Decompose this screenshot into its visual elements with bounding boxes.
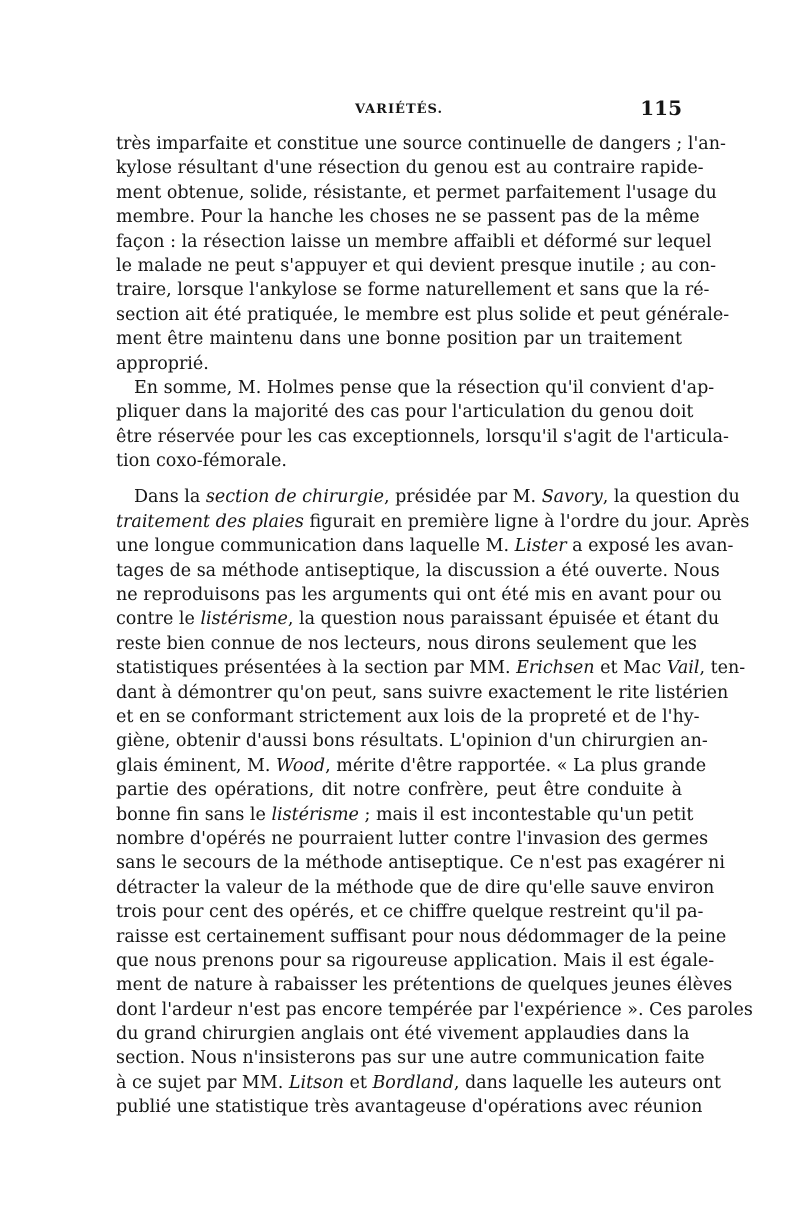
text-line [116, 1071, 722, 1095]
text-segment: que nous prenons pour sa rigoureuse application. Mais il est égale- [116, 950, 715, 971]
text-segment: ne reproduisons pas les arguments qui ont été mis en avant pour ou [116, 585, 722, 606]
text-line [116, 559, 720, 583]
text-segment: et [343, 1072, 373, 1093]
text-segment: du grand chirurgien anglais ont été vivement applaudies dans la [116, 1024, 690, 1045]
text-segment: traire, lorsque l'ankylose se forme naturellement et sans que la ré- [116, 280, 710, 301]
text-line [116, 485, 740, 509]
text-line [116, 778, 682, 802]
section-gap [116, 473, 682, 485]
text-segment: trois pour cent des opérés, et ce chiffre quelque restreint qu'il pa- [116, 902, 704, 923]
italic-text: Litson [288, 1072, 344, 1093]
text-segment: approprié. [116, 353, 209, 374]
text-segment: bonne fin sans le [116, 804, 272, 825]
text-line [116, 1022, 690, 1046]
text-segment: ment de nature à rabaisser les prétentions de quelques jeunes élèves [116, 975, 733, 996]
text-line [116, 376, 715, 400]
text-segment: , mérite d'être rapportée. « La plus grande [325, 755, 707, 776]
italic-text: Savory [541, 487, 603, 508]
text-line [116, 900, 704, 924]
text-segment: section. Nous n'insisterons pas sur une autre communication faite [116, 1048, 705, 1069]
text-segment: détracter la valeur de la méthode que de dire qu'elle sauve environ [116, 877, 715, 898]
text-segment: à ce sujet par MM. [116, 1072, 289, 1093]
italic-text: Erichsen [516, 658, 595, 679]
text-line [116, 876, 715, 900]
text-segment: , la question du [602, 487, 740, 508]
text-segment: être réservée pour les cas exceptionnels, lorsqu'il s'agit de l'articula- [116, 426, 729, 447]
text-line [116, 254, 717, 278]
text-segment: publié une statistique très avantageuse d'opérations avec réunion [116, 1097, 703, 1118]
page-body [116, 132, 753, 1120]
text-line [116, 352, 682, 376]
italic-text: listérisme [271, 804, 359, 825]
text-segment: pliquer dans la majorité des cas pour l'articulation du genou doit [116, 402, 694, 423]
text-segment: façon : la résection laisse un membre affaibli et déformé sur lequel [116, 231, 712, 252]
text-segment: section ait été pratiquée, le membre est plus solide et peut générale- [116, 304, 730, 325]
text-line [116, 510, 750, 534]
text-line [116, 449, 682, 473]
text-line [116, 583, 722, 607]
italic-text: traitement des plaies [116, 511, 304, 532]
text-segment: reste bien connue de nos lecteurs, nous dirons seulement que les [116, 633, 697, 654]
italic-text: section de chirurgie [205, 487, 384, 508]
text-line [116, 632, 697, 656]
italic-text: Wood [276, 755, 326, 776]
paragraph-3 [116, 485, 753, 1119]
text-segment: figurait en première ligne à l'ordre du jour. Après [303, 511, 750, 532]
text-line [116, 973, 733, 997]
text-line [116, 827, 709, 851]
text-segment: , la question nous paraissant épuisée et étant du [287, 609, 720, 630]
text-segment: tion coxo-fémorale. [116, 451, 287, 472]
text-segment: et en se conformant strictement aux lois de la propreté et de l'hy- [116, 706, 700, 727]
text-line [116, 327, 682, 351]
text-segment: raisse est certainement suffisant pour nous dédommager de la peine [116, 926, 727, 947]
text-segment: très imparfaite et constitue une source continuelle de dangers ; l'an- [116, 134, 726, 154]
text-segment: Dans la [134, 487, 206, 508]
italic-text: Bordland [372, 1072, 454, 1093]
page-number: 115 [640, 96, 682, 120]
text-segment: sans le secours de la méthode antiseptique. Ce n'est pas exagérer ni [116, 853, 725, 874]
text-line [116, 851, 725, 875]
text-segment: nombre d'opérés ne pourraient lutter contre l'invasion des germes [116, 828, 709, 849]
text-segment: ment obtenue, solide, résistante, et permet parfaitement l'usage du [116, 182, 717, 203]
text-line [116, 607, 720, 631]
text-segment: ; mais il est incontestable qu'un petit [358, 804, 694, 825]
text-segment: membre. Pour la hanche les choses ne se passent pas de la même [116, 207, 700, 228]
text-segment: , présidée par M. [383, 487, 542, 508]
text-segment: partie des opérations, dit notre confrère, peut être conduite à [116, 780, 682, 801]
text-segment: une longue communication dans laquelle M. [116, 536, 515, 557]
text-line [116, 998, 753, 1022]
italic-text: Vail [666, 658, 700, 679]
text-line [116, 949, 715, 973]
italic-text: Lister [514, 536, 567, 557]
text-line [116, 181, 717, 205]
text-line [116, 132, 726, 156]
italic-text: listérisme [200, 609, 288, 630]
text-line [116, 303, 730, 327]
text-line [116, 925, 727, 949]
text-line [116, 534, 734, 558]
text-segment: En somme, M. Holmes pense que la résection qu'il convient d'ap- [134, 377, 715, 398]
text-line [116, 729, 708, 753]
text-segment: , ten- [699, 658, 746, 679]
text-line [116, 803, 694, 827]
text-line [116, 156, 704, 180]
text-segment: et Mac [594, 658, 667, 679]
text-segment: ment être maintenu dans une bonne position par un traitement [116, 329, 682, 350]
text-line [116, 278, 710, 302]
text-segment: contre le [116, 609, 201, 630]
text-segment: , dans laquelle les auteurs ont [453, 1072, 722, 1093]
text-segment: giène, obtenir d'aussi bons résultats. L'opinion d'un chirurgien an- [116, 731, 708, 752]
text-line [116, 230, 712, 254]
running-head: VARIÉTÉS. [355, 102, 443, 117]
text-line [116, 681, 729, 705]
text-segment: a exposé les avan- [566, 536, 734, 557]
text-line [116, 1095, 703, 1119]
text-segment: dont l'ardeur n'est pas encore tempérée par l'expérience ». Ces paroles [116, 999, 753, 1020]
text-line [116, 400, 694, 424]
text-line [116, 705, 700, 729]
paragraph-1 [116, 132, 730, 376]
text-segment: glais éminent, M. [116, 755, 277, 776]
text-line [116, 656, 746, 680]
text-line [116, 205, 700, 229]
text-line [116, 1046, 705, 1070]
text-segment: statistiques présentées à la section par MM. [116, 658, 517, 679]
text-segment: le malade ne peut s'appuyer et qui devient presque inutile ; au con- [116, 255, 717, 276]
paragraph-2 [116, 376, 729, 474]
text-line [116, 754, 707, 778]
text-segment: kylose résultant d'une résection du genou est au contraire rapide- [116, 158, 704, 179]
text-segment: dant à démontrer qu'on peut, sans suivre exactement le rite listérien [116, 682, 729, 703]
page-header [116, 96, 682, 126]
text-segment: tages de sa méthode antiseptique, la discussion a été ouverte. Nous [116, 560, 720, 581]
text-line [116, 425, 729, 449]
